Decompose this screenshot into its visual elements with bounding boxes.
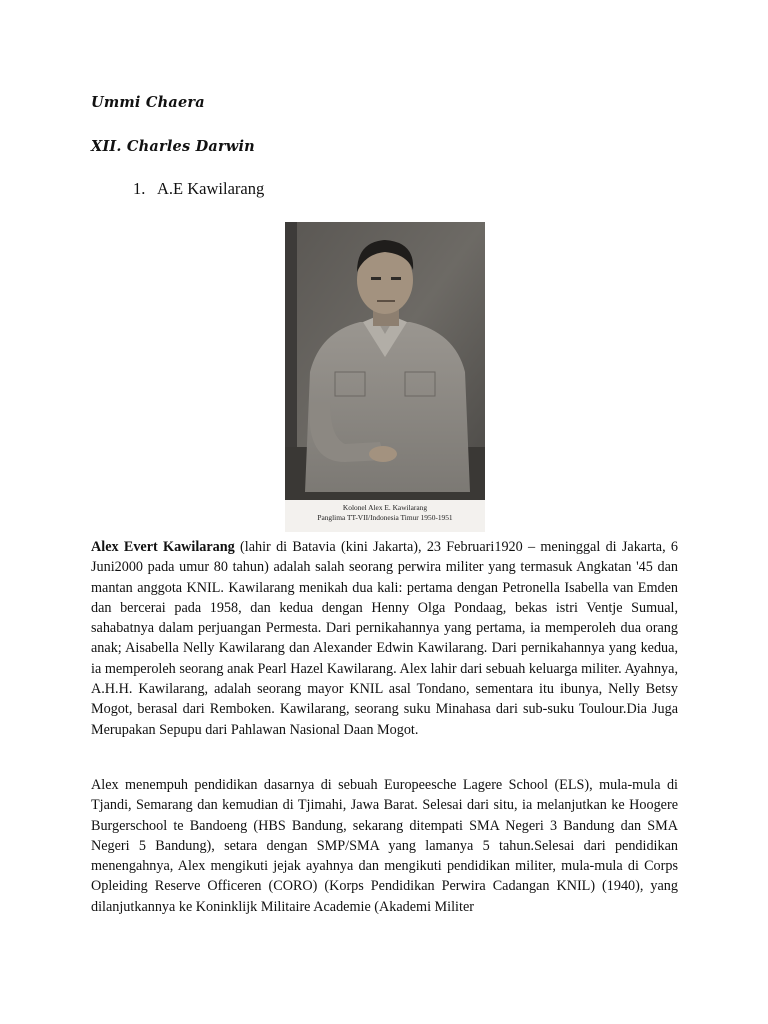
section-heading xyxy=(133,179,264,199)
paragraph-1-text: (lahir di Batavia (kini Jakarta), 23 Februari1920 – meninggal di Jakarta, 6 Juni2000 pada umur 80 tahun) adalah salah seorang perwira militer yang termasuk Angkatan '45 dan mantan anggota KNIL. Kawilarang menikah dua kali: pertama dengan Petronella Isabella van Emden dan bercerai pada 1958, dan kedua dengan Henny Olga Pondaag, bekas istri Ventje Sumual, sahabatnya dalam perjuangan Permesta. Dari pernikahannya yang pertama, ia memperoleh dua orang anak; Aisabella Nelly Kawilarang dan Alexander Edwin Kawilarang. Dari pernikahannya yang kedua, ia memperoleh seorang anak Pearl Hazel Kawilarang. Alex lahir dari sebuah keluarga militer. Ayahnya, A.H.H. Kawilarang, adalah seorang mayor KNIL asal Tondano, sementara itu ibunya, Nelly Betsy Mogot, berasal dari Remboken. Kawilarang, seorang suku Minahasa dari sub-suku Toulour.Dia Juga Merupakan Sepupu dari Pahlawan Nasional Daan Mogot. xyxy=(91,539,678,738)
section-title: A.E Kawilarang xyxy=(157,179,265,198)
biography-paragraph-2 xyxy=(91,775,678,917)
section-number: 1. xyxy=(133,179,146,198)
photo-caption-name: Kolonel Alex E. Kawilarang xyxy=(342,503,428,512)
portrait-photo xyxy=(285,222,485,532)
author-name: Ummi Chaera xyxy=(91,94,205,111)
biography-paragraph-1 xyxy=(91,537,678,740)
class-name: XII. Charles Darwin xyxy=(91,138,255,155)
photo-caption-title: Panglima TT-VII/Indonesia Timur 1950-1951 xyxy=(317,513,453,522)
paragraph-2-text: Alex menempuh pendidikan dasarnya di sebuah Europeesche Lagere School (ELS), mula-mula di Tjandi, Semarang dan kemudian di Tjimahi, Jawa Barat. Selesai dari situ, ia melanjutkan ke Hoogere Burgerschool te Bandoeng (HBS Bandung, sekarang ditempati SMA Negeri 3 Bandung dan SMA Negeri 5 Bandung), setara dengan SMP/SMA yang lamanya 5 tahun.Selesai dari pendidikan menengahnya, Alex mengikuti jejak ayahnya dan mengikuti pendidikan militer, mula-mula di Corps Opleiding Reserve Officeren (CORO) (Korps Pendidikan Perwira Cadangan KNIL) (1940), yang dilanjutkannya ke Koninklijk Militaire Academie (Akademi Militer xyxy=(91,777,678,915)
subject-name: Alex Evert Kawilarang xyxy=(91,539,235,555)
portrait-image xyxy=(285,222,485,500)
